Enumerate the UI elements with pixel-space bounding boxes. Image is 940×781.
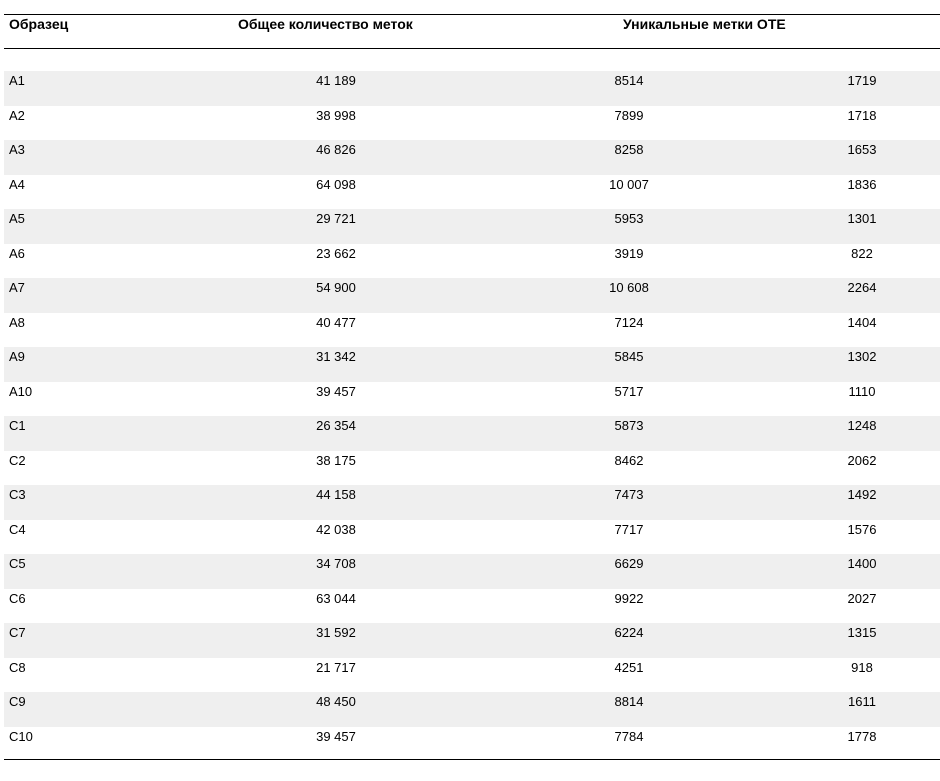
header-sample: Образец [9,16,69,32]
cell-total-tags: 64 098 [316,176,356,192]
table-row [4,589,940,624]
cell-total-tags: 34 708 [316,556,356,571]
cell-extra-value: 1778 [847,728,877,744]
cell-sample: A10 [9,383,33,399]
table-row [4,692,940,727]
table-body [4,71,940,761]
table-row [4,727,940,762]
table-row [4,416,940,451]
cell-sample: A3 [9,142,25,157]
cell-sample: A2 [9,107,25,123]
cell-unique-tags: 7899 [614,107,644,123]
cell-sample: C3 [9,487,26,502]
cell-total-tags: 54 900 [316,280,356,295]
cell-unique-tags: 10 608 [609,280,649,295]
cell-unique-tags: 7784 [614,728,644,744]
cell-unique-tags: 7124 [614,314,644,330]
cell-unique-tags: 5717 [614,383,644,399]
cell-sample: C8 [9,659,26,675]
cell-sample: C10 [9,728,33,744]
table-header [4,15,940,49]
table-row [4,313,940,348]
cell-sample: A9 [9,349,25,364]
cell-sample: C2 [9,452,26,468]
table-row [4,140,940,175]
cell-extra-value: 1719 [847,73,877,88]
cell-total-tags: 38 175 [316,452,356,468]
cell-unique-tags: 9922 [614,590,644,606]
cell-unique-tags: 7473 [614,487,644,502]
table-row [4,451,940,486]
cell-total-tags: 39 457 [316,383,356,399]
table-row [4,278,940,313]
cell-total-tags: 26 354 [316,418,356,433]
cell-total-tags: 23 662 [316,245,356,261]
table-row [4,520,940,555]
cell-sample: C9 [9,694,26,709]
cell-extra-value: 822 [851,245,873,261]
cell-sample: A8 [9,314,25,330]
cell-sample: C4 [9,521,26,537]
cell-extra-value: 1400 [847,556,877,571]
cell-extra-value: 1404 [847,314,877,330]
table-bottom-rule [4,759,940,760]
cell-sample: C7 [9,625,26,640]
table-row [4,106,940,141]
cell-unique-tags: 3919 [614,245,644,261]
cell-unique-tags: 4251 [614,659,644,675]
data-table [4,14,940,761]
cell-total-tags: 21 717 [316,659,356,675]
table-row [4,658,940,693]
cell-total-tags: 40 477 [316,314,356,330]
cell-total-tags: 31 342 [316,349,356,364]
cell-extra-value: 1248 [847,418,877,433]
cell-unique-tags: 6224 [614,625,644,640]
cell-extra-value: 1836 [847,176,877,192]
header-unique-tags: Уникальные метки ОТЕ [623,16,786,32]
cell-extra-value: 1653 [847,142,877,157]
cell-sample: C1 [9,418,26,433]
cell-total-tags: 42 038 [316,521,356,537]
cell-total-tags: 39 457 [316,728,356,744]
cell-extra-value: 918 [851,659,873,675]
cell-extra-value: 1301 [847,211,877,226]
cell-sample: A6 [9,245,25,261]
cell-extra-value: 1611 [848,694,876,709]
cell-sample: C5 [9,556,26,571]
cell-extra-value: 1576 [847,521,877,537]
cell-extra-value: 1315 [847,625,877,640]
cell-total-tags: 48 450 [316,694,356,709]
table-row [4,71,940,106]
cell-extra-value: 1492 [847,487,877,502]
cell-sample: A1 [9,73,25,88]
cell-sample: A7 [9,280,25,295]
table-row [4,347,940,382]
cell-unique-tags: 8462 [614,452,644,468]
cell-extra-value: 1110 [848,383,876,399]
cell-sample: A4 [9,176,25,192]
cell-extra-value: 2027 [847,590,877,606]
cell-unique-tags: 8514 [614,73,644,88]
cell-total-tags: 31 592 [316,625,356,640]
cell-extra-value: 2062 [847,452,877,468]
cell-extra-value: 1718 [847,107,877,123]
table-row [4,244,940,279]
cell-unique-tags: 7717 [614,521,644,537]
cell-total-tags: 63 044 [316,590,356,606]
cell-total-tags: 46 826 [316,142,356,157]
table-row [4,175,940,210]
table-row [4,554,940,589]
cell-unique-tags: 5873 [614,418,644,433]
cell-total-tags: 38 998 [316,107,356,123]
cell-unique-tags: 6629 [614,556,644,571]
table-row [4,623,940,658]
cell-unique-tags: 5845 [614,349,644,364]
table-row [4,382,940,417]
cell-extra-value: 2264 [847,280,877,295]
header-total-tags: Общее количество меток [238,16,413,32]
cell-sample: C6 [9,590,26,606]
cell-unique-tags: 10 007 [609,176,649,192]
cell-total-tags: 29 721 [316,211,356,226]
cell-total-tags: 44 158 [316,487,356,502]
cell-unique-tags: 8814 [614,694,644,709]
cell-extra-value: 1302 [847,349,877,364]
table-row [4,485,940,520]
table-row [4,209,940,244]
cell-total-tags: 41 189 [316,73,356,88]
cell-unique-tags: 5953 [614,211,644,226]
cell-unique-tags: 8258 [614,142,644,157]
cell-sample: A5 [9,211,25,226]
